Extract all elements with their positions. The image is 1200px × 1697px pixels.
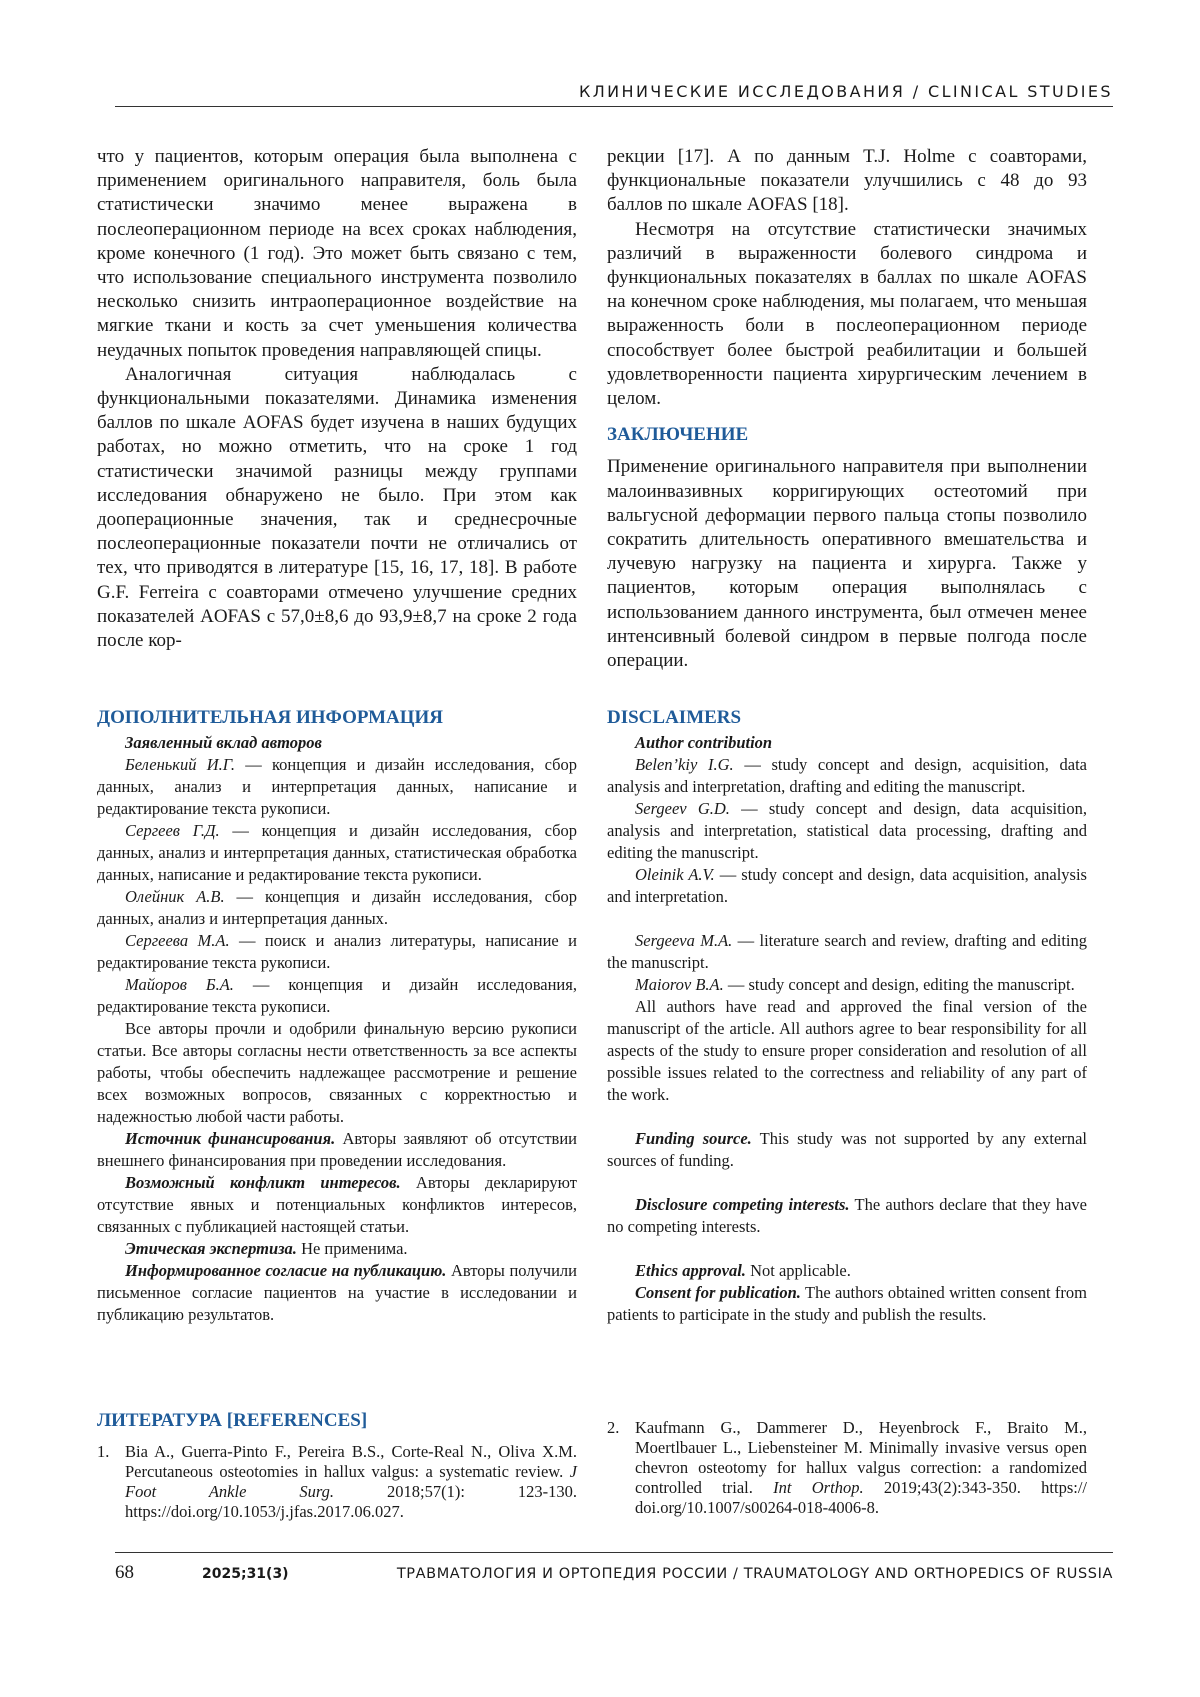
reference-doi: 2019;43(2):343-350. https:// doi.org/10.1007/s00264-018-4006-8. [635, 1478, 1087, 1517]
body-paragraph: Аналогичная ситуация наблюдалась с функциональными показателями. Динамика изменения баллов по шкале AOFAS будет изучена в наших будущих работах, но можно отметить, что на сроке 1 год статистически значимой разницы между группами исследования обнаружено не было. При этом как дооперационные значения, так и среднесрочные послеоперационные показатели почти не отличались от тех, что приводятся в литературе [15, 16, 17, 18]. В работе G.F. Ferreira с соавторами отмечено улучшение средних показателей AOFAS с 57,0±8,6 до 93,9±8,7 на сроке 2 года после кор- [97, 363, 577, 652]
ethics-label: Этическая экспертиза. [125, 1239, 297, 1258]
author-role: — концепция и дизайн исследования, сбор данных, анализ и интерпретация данных. [97, 887, 578, 928]
ethics-statement [607, 1260, 1087, 1282]
author-role: — study concept and design, acquisition, data analysis and interpretation, drafting and editing the manuscript. [607, 755, 1087, 796]
reference-authors-title: Kaufmann G., Dammerer D., Heyenbrock F., Braito M., Moertlbauer L., Liebensteiner M. Minimally invasive versus open chevron osteotomy for hallux valgus correction: a randomized controlled trial. [635, 1418, 1087, 1497]
consent-text: Авторы получили письменное согласие пациентов на участие в исследовании и публикацию результатов. [97, 1261, 578, 1324]
conflict-text: The authors declare that they have no competing interests. [607, 1195, 1087, 1236]
conflict-label: Возможный конфликт интересов. [125, 1173, 401, 1192]
reference-journal: Int Orthop. [773, 1478, 864, 1497]
author-name: Maiorov B.A. [635, 975, 724, 994]
conflict-statement [607, 1194, 1087, 1238]
author-contribution [607, 930, 1087, 974]
conflict-text: Авторы декларируют отсутствие явных и потенциальных конфликтов интересов, связанных с публикацией настоящей статьи. [97, 1173, 577, 1236]
en-disclaimers-block [607, 732, 1087, 1326]
approval-statement: Все авторы прочли и одобрили финальную версию рукописи статьи. Все авторы согласны нести ответственность за все аспекты работы, чтобы обеспечить надлежащее рассмотрение и решение всех возможных вопросов, связанных с корректностью и надежностью любой части работы. [97, 1019, 577, 1126]
funding-statement [97, 1128, 577, 1172]
ethics-text: Не применима. [296, 1239, 408, 1258]
ethics-text: Not applicable. [745, 1261, 851, 1280]
reference-number: 1. [97, 1442, 110, 1461]
funding-statement [607, 1128, 1087, 1172]
author-name: Беленький И.Г. [125, 755, 236, 774]
reference-text [125, 1442, 577, 1522]
references-list-left [97, 1442, 577, 1522]
ethics-statement [97, 1238, 577, 1260]
author-contribution [607, 798, 1087, 864]
author-contribution [607, 864, 1087, 908]
footer-rule [115, 1552, 1113, 1553]
consent-label: Consent for publication. [635, 1283, 801, 1302]
author-role: — literature search and review, drafting and editing the manuscript. [607, 931, 1087, 972]
right-body-column [607, 145, 1087, 673]
contribution-title: Заявленный вклад авторов [125, 733, 322, 752]
consent-statement [607, 1282, 1087, 1326]
author-role: — концепция и дизайн исследования, сбор данных, анализ и интерпретация данных, написание и редактирование текста рукописи. [97, 755, 577, 818]
author-name: Sergeeva M.A. [635, 931, 733, 950]
ru-disclaimers-block [97, 732, 577, 1326]
author-role: — концепция и дизайн исследования, редактирование текста рукописи. [97, 975, 577, 1016]
ru-info-heading: ДОПОЛНИТЕЛЬНАЯ ИНФОРМАЦИЯ [97, 707, 444, 728]
reference-journal: J Foot Ankle Surg. [125, 1462, 577, 1501]
reference-doi: 2018;57(1): 123-130. https://doi.org/10.1053/j.jfas.2017.06.027. [125, 1482, 578, 1521]
consent-label: Информированное согласие на публикацию. [125, 1261, 447, 1280]
page-number: 68 [115, 1562, 134, 1583]
author-role: — study concept and design, data acquisition, analysis and interpretation. [607, 865, 1087, 906]
author-contribution [97, 886, 577, 930]
funding-text: This study was not supported by any external sources of funding. [607, 1129, 1087, 1170]
reference-number: 2. [607, 1418, 620, 1437]
references-heading: ЛИТЕРАТУРА [REFERENCES] [97, 1410, 368, 1431]
funding-text: Авторы заявляют об отсутствии внешнего финансирования при проведении исследования. [97, 1129, 577, 1170]
author-contribution [97, 930, 577, 974]
author-contribution [607, 754, 1087, 798]
reference-authors-title: Bia A., Guerra-Pinto F., Pereira B.S., Corte-Real N., Oliva X.M. Percutaneous osteotomies in hallux valgus: a systematic review. [125, 1442, 577, 1481]
ethics-label: Ethics approval. [635, 1261, 746, 1280]
author-name: Майоров Б.А. [125, 975, 234, 994]
body-paragraph: что у пациентов, которым операция была выполнена с применением оригинального направителя, боль была статистически значимо менее выражена в послеоперационном периоде на всех сроках наблюдения, кроме конечного (1 год). Это может быть связано с тем, что использование специального инструмента позволило несколько снизить интраоперационное воздействие на мягкие ткани и кость за счет уменьшения количества неудачных попыток проведения направляющей спицы. [97, 146, 577, 361]
reference-text [635, 1418, 1087, 1518]
body-paragraph: рекции [17]. А по данным T.J. Holme с соавторами, функциональные показатели улучшились с 48 до 93 баллов по шкале AOFAS [18]. [607, 146, 1087, 216]
author-name: Belen’kiy I.G. [635, 755, 734, 774]
author-role: — study concept and design, editing the manuscript. [723, 975, 1075, 994]
author-contribution [97, 974, 577, 1018]
author-name: Олейник А.В. [125, 887, 225, 906]
reference-item [607, 1418, 1087, 1518]
en-disclaimers-heading: DISCLAIMERS [607, 707, 742, 728]
consent-statement [97, 1260, 577, 1326]
author-contribution [607, 974, 1087, 996]
contribution-title: Author contribution [635, 733, 773, 752]
approval-statement: All authors have read and approved the final version of the manuscript of the article. All authors agree to bear responsibility for all aspects of the study to ensure proper consideration and resolution of all possible issues related to the correctness and reliability of any part of the work. [607, 997, 1087, 1104]
left-body-column [97, 145, 577, 653]
consent-text: The authors obtained written consent from patients to participate in the study and publish the results. [607, 1283, 1087, 1324]
funding-label: Источник финансирования. [125, 1129, 336, 1148]
conflict-label: Disclosure competing interests. [635, 1195, 850, 1214]
running-header: КЛИНИЧЕСКИЕ ИССЛЕДОВАНИЯ / CLINICAL STUDIES [578, 82, 1113, 101]
funding-label: Funding source. [635, 1129, 752, 1148]
author-name: Sergeev G.D. [635, 799, 730, 818]
conclusion-paragraph: Применение оригинального направителя при выполнении малоинвазивных корригирующих остеотомий при вальгусной деформации первого пальца стопы позволило сократить длительность оперативного вмешательства и лучевую нагрузку на пациента и хирурга. Также у пациентов, которым операция выполнялась с использованием данного инструмента, был отмечен менее интенсивный болевой синдром в первые полгода после операции. [607, 456, 1087, 672]
journal-title: ТРАВМАТОЛОГИЯ И ОРТОПЕДИЯ РОССИИ / TRAUMATOLOGY AND ORTHOPEDICS OF RUSSIA [396, 1566, 1113, 1582]
conflict-statement [97, 1172, 577, 1238]
author-role: — поиск и анализ литературы, написание и редактирование текста рукописи. [97, 931, 577, 972]
author-name: Oleinik A.V. [635, 865, 715, 884]
body-paragraph: Несмотря на отсутствие статистически значимых различий в выраженности болевого синдрома и функциональных показателях в баллах по шкале AOFAS на конечном сроке наблюдения, мы полагаем, что меньшая выраженность боли в послеоперационном периоде способствует более быстрой реабилитации и большей удовлетворенности пациента хирургическим лечением в целом. [607, 218, 1087, 410]
issue-info: 2025;31(3) [202, 1566, 289, 1582]
author-name: Сергеева М.А. [125, 931, 230, 950]
author-role: — study concept and design, data acquisition, analysis and interpretation, statistical data processing, drafting and editing the manuscript. [607, 799, 1087, 862]
author-name: Сергеев Г.Д. [125, 821, 220, 840]
header-rule [115, 106, 1113, 107]
author-role: — концепция и дизайн исследования, сбор данных, анализ и интерпретация данных, статистическая обработка данных, написание и редактирование текста рукописи. [97, 821, 578, 884]
references-list-right [607, 1418, 1087, 1518]
author-contribution [97, 754, 577, 820]
conclusion-heading: ЗАКЛЮЧЕНИЕ [607, 424, 749, 446]
author-contribution [97, 820, 577, 886]
reference-item [97, 1442, 577, 1522]
